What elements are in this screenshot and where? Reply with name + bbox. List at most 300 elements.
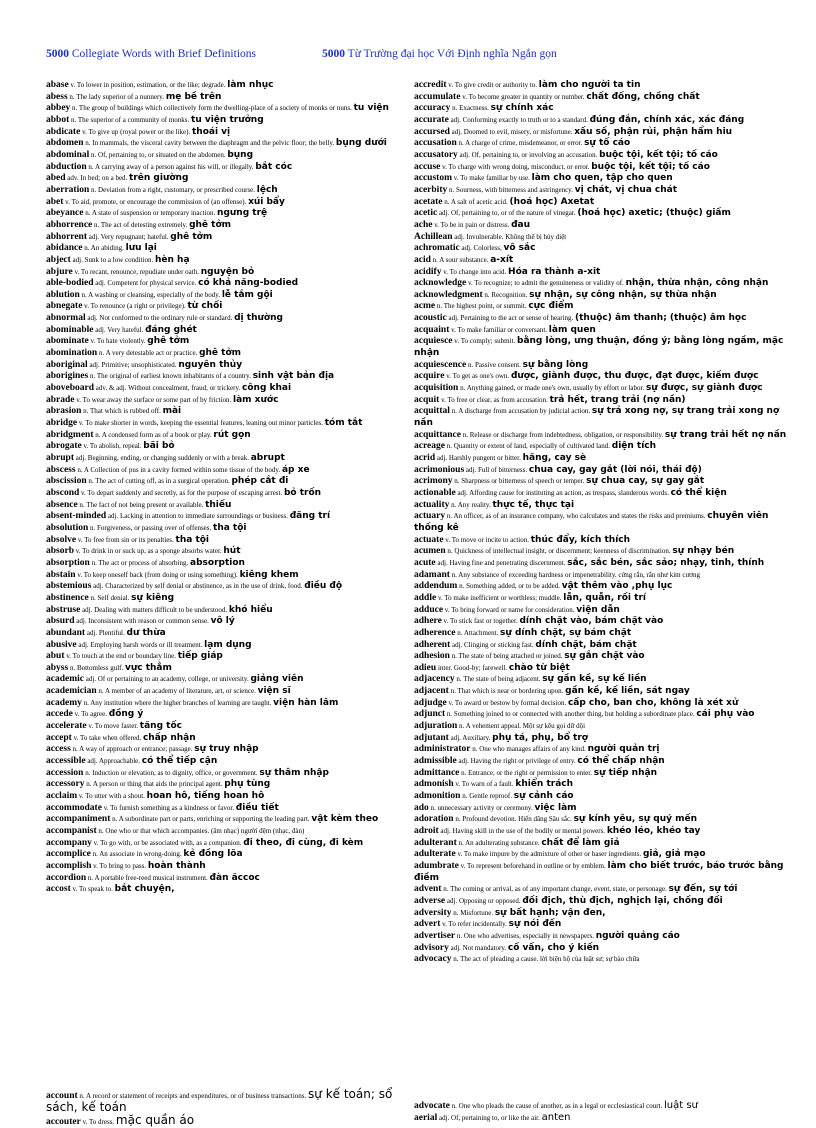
entry-translation: phép cắt đi	[231, 476, 289, 487]
dictionary-entry	[46, 383, 418, 395]
entry-headword: accuracy	[414, 103, 451, 114]
entry-headword: ablution	[46, 289, 80, 300]
entry-headword: acclaim	[46, 791, 78, 802]
entry-headword: advert	[414, 919, 441, 930]
entry-definition: n. The coming or arrival, as of any important change, event, state, or personage.	[441, 885, 669, 894]
entry-translation: viện dẫn	[576, 604, 620, 615]
entry-translation: cái phụ vào	[696, 709, 755, 720]
entry-translation: bãi bỏ	[143, 441, 175, 452]
entry-headword: advisory	[414, 942, 449, 953]
dictionary-entry	[46, 849, 418, 861]
entry-translation: làm cho người ta tin	[538, 80, 641, 90]
dictionary-entry	[46, 162, 418, 174]
entry-definition: v. To get as one's own.	[444, 372, 511, 381]
entry-headword: abrasion	[46, 406, 82, 417]
entry-translation: chất để làm giả	[541, 837, 620, 848]
entry-definition: n. Of, pertaining to, or situated on the abdomen.	[89, 150, 228, 159]
entry-translation: sự kế toán; sổ sách, kế toán	[46, 1087, 393, 1114]
entry-translation: anten	[541, 1112, 571, 1123]
entry-definition: adj. Opposing or opposed.	[445, 896, 523, 905]
entry-headword: abhorrent	[46, 231, 87, 242]
entry-translation: mặc quần áo	[115, 1113, 195, 1127]
dictionary-entry	[46, 756, 418, 768]
dictionary-entry	[46, 127, 418, 139]
entry-definition: n. A vehement appeal. Một sự kêu gọi dữ dội	[457, 722, 586, 731]
entry-headword: adversity	[414, 907, 452, 918]
entry-definition: n. A record or statement of receipts and expenditures, or of business transactions.	[77, 1092, 309, 1100]
entry-definition: adj. Affording cause for instituting an action, as trespass, slanderous words.	[455, 488, 671, 497]
dictionary-entry	[414, 814, 794, 826]
entry-headword: administrator	[414, 744, 471, 755]
entry-translation: làm xước	[233, 394, 279, 405]
entry-definition: v. To lower in position, estimation, or the like; degrade.	[68, 81, 228, 89]
entry-definition: v. To move faster.	[86, 722, 140, 731]
dictionary-entry	[414, 115, 794, 127]
entry-definition: n. The lady superior of a nunnery.	[67, 92, 166, 101]
entry-translation: abrupt	[250, 453, 285, 463]
entry-headword: accomplice	[46, 849, 91, 860]
entry-translation: vô sắc	[503, 243, 536, 254]
entry-headword: abjure	[46, 266, 73, 277]
entry-headword: abrupt	[46, 453, 74, 463]
entry-definition: v. To wear away the surface or some part of by friction.	[74, 395, 234, 404]
entry-headword: acrimony	[414, 476, 453, 487]
dictionary-entry	[414, 616, 794, 628]
entry-headword: admonish	[414, 779, 454, 790]
entry-headword: accommodate	[46, 802, 102, 813]
entry-definition: n. One who manages affairs of any kind.	[470, 745, 588, 754]
entry-definition: n. A member of an academy of literature, art, or science.	[96, 687, 258, 696]
entry-headword: abhorrence	[46, 219, 93, 230]
dictionary-entry	[46, 744, 418, 756]
entry-translation: sắc, sắc bén, sắc sảo; nhạy, tinh, thính	[567, 557, 765, 568]
entry-translation: bỏ trốn	[283, 487, 322, 498]
entry-headword: acquittal	[414, 406, 450, 417]
dictionary-entry	[46, 651, 418, 663]
entry-definition: n. Quantity or extent of land, especially of cultivated land.	[444, 442, 612, 451]
entry-definition: adj. Having the right or privilege of entry.	[456, 757, 578, 766]
dictionary-entry	[46, 406, 418, 418]
entry-definition: n. A subordinate part or parts, enriching or supporting the leading part.	[110, 815, 312, 824]
entry-headword: actionable	[414, 487, 456, 498]
entry-translation: lẫn, quẫn, rối trí	[563, 592, 646, 603]
entry-headword: abess	[46, 91, 68, 102]
entry-definition: v. To depart suddenly and secretly, as for the purpose of escaping arrest.	[79, 488, 284, 497]
entry-definition: adj. Characterized by self denial or abstinence, as in the use of drink, food.	[91, 582, 305, 591]
dictionary-entry	[414, 441, 794, 453]
dictionary-entry	[46, 721, 418, 733]
entry-translation: thực tế, thực tại	[492, 499, 575, 510]
dictionary-entry	[414, 243, 794, 255]
entry-definition: n. The act of detesting extremely.	[92, 220, 190, 229]
entry-headword: accessory	[46, 779, 85, 790]
entry-headword: abrade	[46, 394, 75, 405]
entry-translation: vô lý	[210, 616, 235, 627]
entry-headword: aboveboard	[46, 383, 95, 394]
dictionary-entry	[414, 931, 794, 943]
entry-headword: ado	[414, 802, 429, 813]
entry-translation: phụ tùng	[224, 779, 271, 790]
dictionary-entry	[414, 779, 794, 791]
dictionary-entry	[414, 453, 794, 465]
entry-definition: v. To abolish, repeal.	[81, 442, 144, 451]
dictionary-entry	[414, 535, 794, 547]
dictionary-entry	[414, 290, 794, 302]
entry-definition: n. Induction or elevation, as to dignity, office, or government.	[83, 768, 260, 777]
entry-translation: làm nhục	[227, 80, 274, 90]
dictionary-entry	[46, 267, 418, 279]
dictionary-entry	[414, 80, 794, 92]
entry-definition: v. To give credit or authority to.	[446, 81, 539, 89]
dictionary-entry	[414, 733, 794, 745]
entry-translation: giả, giả mạo	[642, 849, 706, 860]
entry-definition: v. To recognize; to admit the genuineness or validity of.	[466, 279, 626, 288]
entry-definition: v. To make impure by the admixture of other or baser ingredients.	[455, 850, 643, 859]
entry-definition: n. Any substance of exceeding hardness or impenetrability. cứng rắn, rắn như kim cương	[449, 570, 700, 579]
entry-headword: abyss	[46, 662, 69, 673]
entry-definition: v. To speak to.	[70, 885, 115, 894]
entry-translation: mẹ bề trên	[165, 91, 222, 102]
entry-headword: adjacency	[414, 674, 455, 685]
dictionary-entry	[414, 92, 794, 104]
entry-translation: đau	[511, 219, 531, 230]
dictionary-entry	[414, 313, 794, 325]
entry-translation: đối địch, thù địch, nghịch lại, chống đối	[522, 895, 723, 906]
entry-headword: abject	[46, 254, 71, 265]
entry-definition: v. To free or clear, as from accusation.	[439, 395, 550, 404]
dictionary-entry	[414, 581, 794, 593]
dictionary-entry	[46, 150, 418, 162]
dictionary-entry	[46, 698, 418, 710]
entry-definition: adj. Primitive; unsophisticated.	[87, 360, 179, 369]
entry-definition: n. A charge of crime, misdemeanor, or error.	[456, 139, 585, 148]
dictionary-entry	[414, 406, 794, 429]
entry-headword: abominate	[46, 336, 89, 347]
entry-headword: acreage	[414, 441, 445, 452]
entry-translation: công khai	[242, 383, 292, 394]
entry-translation: chất đống, chồng chất	[586, 91, 700, 102]
entry-definition: n. Attachment.	[455, 628, 501, 637]
dictionary-entry	[414, 476, 794, 488]
entry-headword: abridge	[46, 418, 78, 429]
dictionary-entry	[46, 628, 418, 640]
entry-headword: acumen	[414, 546, 446, 557]
entry-translation: sự gắn chặt vào	[564, 651, 645, 662]
entry-translation: nhận, thừa nhận, công nhận	[625, 278, 769, 289]
entry-headword: accomplish	[46, 860, 92, 871]
entry-headword: abbey	[46, 103, 71, 114]
entry-translation: sự tiếp nhận	[593, 767, 657, 778]
entry-translation: từ chối	[187, 301, 223, 312]
entry-translation: cấp cho, ban cho, không là xét xử	[567, 697, 739, 708]
dictionary-entry	[414, 651, 794, 663]
entry-definition: v. To dress.	[80, 1118, 116, 1126]
entry-translation: điều độ	[304, 581, 343, 592]
dictionary-entry	[46, 593, 418, 605]
entry-translation: (hoá học) Axetat	[509, 196, 595, 207]
entry-translation: sự tố cáo	[584, 138, 631, 149]
entry-headword: adjudge	[414, 697, 447, 708]
entry-headword: acerbity	[414, 184, 448, 195]
entry-definition: adj. Lacking in attention to immediate surroundings or business.	[106, 512, 290, 521]
dictionary-entry	[414, 838, 794, 850]
entry-headword: abstruse	[46, 604, 81, 615]
dictionary-entry	[46, 185, 418, 197]
entry-translation: sự trả xong nợ, sự trang trải xong nợ nần	[414, 406, 780, 429]
entry-translation: phụ tá, phụ, bổ trợ	[492, 732, 588, 743]
entry-headword: abase	[46, 80, 69, 90]
dictionary-entry	[414, 162, 794, 174]
dictionary-entry	[46, 1089, 418, 1115]
entry-headword: acquaint	[414, 324, 450, 335]
entry-headword: adulterant	[414, 837, 457, 848]
entry-translation: sự truy nhập	[194, 744, 259, 755]
dictionary-entry	[414, 232, 794, 244]
entry-headword: absolution	[46, 522, 89, 533]
dictionary-entry	[414, 593, 794, 605]
entry-headword: acidify	[414, 266, 442, 277]
entry-translation: tăng tốc	[139, 721, 182, 732]
dictionary-entry	[46, 1115, 418, 1128]
entry-definition: n. A condensed form as of a book or play.	[93, 430, 214, 439]
entry-translation: lạm dụng	[204, 639, 252, 650]
entry-definition: v. To agree.	[72, 710, 109, 719]
entry-definition: n. The fact of not being present or available.	[77, 500, 206, 509]
dictionary-entry	[46, 814, 418, 826]
dictionary-entry	[414, 371, 794, 383]
entry-headword: aboriginal	[46, 359, 88, 370]
entry-definition: adj. Conforming exactly to truth or to a standard.	[448, 115, 590, 124]
dictionary-entry	[46, 243, 418, 255]
entry-headword: acrid	[414, 453, 436, 463]
entry-definition: adj. Of, pertaining to, or involving an accusation.	[457, 150, 600, 159]
entry-headword: acquisition	[414, 383, 459, 394]
entry-translation: dư thừa	[126, 627, 166, 638]
entry-translation: chào từ biệt	[508, 662, 570, 673]
dictionary-entry	[46, 80, 418, 92]
entry-translation: vật kèm theo	[311, 814, 379, 825]
dictionary-entry	[414, 255, 794, 267]
dictionary-entry	[46, 803, 418, 815]
entry-headword: ache	[414, 219, 433, 230]
entry-translation: đúng đắn, chính xác, xác đáng	[589, 114, 745, 125]
dictionary-entry	[414, 698, 794, 710]
dictionary-entry	[414, 278, 794, 290]
entry-headword: addendum	[414, 581, 458, 592]
entry-definition: adj. Dealing with matters difficult to be understood.	[80, 605, 229, 614]
entry-translation: áp xe	[281, 464, 310, 475]
entry-definition: n. Gentle reproof.	[460, 792, 514, 801]
dictionary-entry	[414, 663, 794, 675]
header-english	[46, 48, 256, 60]
entry-definition: n. Any reality.	[449, 500, 493, 509]
entry-translation: kiêng khem	[239, 569, 299, 580]
dictionary-entry	[46, 733, 418, 745]
entry-definition: v. To renounce (a right or privilege).	[82, 302, 188, 311]
entry-headword: addle	[414, 592, 437, 603]
entry-headword: abusive	[46, 639, 77, 650]
entry-definition: n. The act of cutting off, as in a surgical operation.	[86, 477, 232, 486]
entry-definition: n. The highest point, or summit.	[435, 302, 529, 311]
entry-definition: v. To make inefficient or worthless; muddle.	[436, 593, 564, 602]
dictionary-entry	[414, 325, 794, 337]
entry-translation: hoan hô, tiếng hoan hô	[146, 791, 265, 802]
entry-definition: adj. Having fine and penetrating discernment.	[435, 558, 568, 567]
entry-headword: acquiescence	[414, 359, 467, 370]
entry-definition: n. A very detestable act or practice.	[97, 349, 200, 358]
entry-translation: sự đến, sự tới	[668, 884, 738, 895]
entry-definition: n. Self denial.	[88, 593, 132, 602]
entry-translation: bụng dưới	[335, 138, 387, 149]
dictionary-entry	[46, 768, 418, 780]
entry-headword: accursed	[414, 126, 450, 137]
dictionary-entry	[414, 220, 794, 232]
entry-translation: sự nhạy bén	[672, 546, 735, 557]
entry-definition: v. To change into acid.	[441, 267, 509, 276]
entry-translation: dính chặt vào, bám chặt vào	[519, 616, 664, 627]
dictionary-entry	[414, 430, 794, 442]
entry-headword: adverse	[414, 895, 446, 906]
entry-translation: lưu lại	[125, 243, 157, 254]
entry-definition: adj. Very hateful.	[93, 325, 146, 334]
dictionary-entry	[46, 278, 418, 290]
dictionary-entry	[414, 570, 794, 582]
entry-headword: abut	[46, 651, 65, 662]
dictionary-entry	[414, 768, 794, 780]
entry-definition: n. Recognition.	[482, 290, 530, 299]
entry-translation: làm quen	[548, 324, 596, 335]
entry-headword: accurate	[414, 114, 449, 125]
entry-translation: a-xít	[490, 254, 514, 265]
entry-headword: adjuration	[414, 721, 458, 732]
entry-headword: abscond	[46, 487, 80, 498]
dictionary-entry	[414, 360, 794, 372]
entry-headword: abdomen	[46, 138, 84, 149]
entry-headword: adjacent	[414, 686, 449, 697]
entry-headword: aborigines	[46, 371, 89, 382]
entry-headword: acquire	[414, 371, 445, 382]
entry-definition: n. A Collection of pus in a cavity formed within some tissue of the body.	[75, 465, 282, 474]
entry-headword: acknowledgment	[414, 289, 483, 300]
entry-translation: lệch	[256, 184, 278, 195]
dictionary-entry	[46, 535, 418, 547]
entry-definition: n. That which is near or bordering upon.	[448, 687, 566, 696]
dictionary-entry	[46, 488, 418, 500]
entry-translation: gần kề, kế liền, sát ngay	[565, 686, 690, 697]
entry-translation: sự kính yêu, sự quý mến	[573, 814, 698, 825]
entry-headword: abnegate	[46, 301, 83, 312]
entry-headword: abeyance	[46, 208, 84, 219]
entry-translation: viện sĩ	[257, 686, 291, 697]
entry-translation: đồng ý	[108, 709, 144, 720]
entry-definition: n. A portable free-reed musical instrument.	[86, 873, 210, 882]
entry-headword: acquiesce	[414, 336, 453, 347]
entry-translation: đáng ghét	[145, 324, 197, 335]
entry-headword: accusation	[414, 138, 457, 149]
entry-definition: n. The superior of a community of monks.	[69, 115, 192, 124]
entry-translation: viện hàn lâm	[273, 697, 339, 708]
entry-translation: kẻ đồng lõa	[183, 849, 243, 860]
entry-definition: adv. In bed; on a bed.	[65, 174, 130, 183]
entry-definition: inter. Good-by; farewell.	[436, 663, 509, 672]
entry-headword: access	[46, 744, 71, 755]
dictionary-entry	[46, 779, 418, 791]
entry-definition: n. Something joined to or connected with another thing, but holding a subordinate place.	[445, 710, 697, 719]
dictionary-entry	[414, 686, 794, 698]
dictionary-entry	[46, 371, 418, 383]
entry-translation: sự dính chặt, sự bám chặt	[500, 627, 632, 638]
dictionary-entry	[46, 395, 418, 407]
dictionary-entry	[414, 558, 794, 570]
entry-definition: n. Profound devotion. Hiến dâng Sâu sắc.	[453, 815, 574, 824]
entry-translation: sự nói đến	[508, 919, 562, 930]
entry-headword: advocacy	[414, 954, 452, 965]
dictionary-entry	[414, 208, 794, 220]
entry-headword: abbot	[46, 114, 70, 125]
entry-translation: tu viện trưởng	[191, 114, 264, 125]
dictionary-entry	[46, 558, 418, 570]
entry-translation: có thể tiếp cận	[141, 756, 218, 767]
entry-translation: việc làm	[534, 802, 577, 813]
right-column-tail	[414, 1100, 794, 1124]
entry-translation: có thể kiện	[670, 487, 727, 498]
entry-translation: sự gần kề, sự kế liền	[542, 674, 647, 685]
dictionary-entry	[46, 873, 418, 885]
entry-translation: rút gọn	[213, 429, 251, 440]
entry-translation: chuyên viên thống kê	[414, 511, 769, 533]
entry-definition: n. unnecessary activity or ceremony.	[428, 803, 535, 812]
entry-definition: n. Sharpness or bitterness of speech or temper.	[452, 477, 587, 486]
entry-translation: ghê tởm	[199, 348, 242, 359]
entry-definition: v. To recant, renounce, repudiate under oath.	[72, 267, 201, 276]
entry-headword: abdominal	[46, 149, 90, 160]
entry-headword: accessible	[46, 756, 86, 767]
entry-definition: v. To make shorter in words, keeping the essential features, leaning out minor particles.	[77, 419, 325, 428]
entry-definition: n. Bottomless gulf.	[68, 663, 125, 672]
entry-headword: admonition	[414, 791, 461, 802]
entry-translation: khó hiểu	[228, 604, 273, 615]
entry-translation: tha tội	[213, 522, 247, 533]
entry-translation: vật thêm vào ,phụ lục	[561, 581, 673, 592]
entry-translation: điều tiết	[235, 802, 279, 813]
entry-translation: chua cay, gay gắt (lời nói, thái độ)	[528, 464, 702, 475]
dictionary-entry	[414, 383, 794, 395]
dictionary-entry	[46, 465, 418, 477]
entry-definition: n. Any institution where the higher branches of learning are taught.	[81, 698, 274, 707]
dictionary-entry	[46, 115, 418, 127]
entry-headword: abrogate	[46, 441, 82, 452]
entry-headword: acrimonious	[414, 464, 465, 475]
dictionary-entry	[414, 919, 794, 931]
entry-translation: được, giành được, thu được, đạt được, kiếm được	[510, 371, 759, 382]
entry-definition: n. One who pleads the cause of another, as in a legal or ecclesiastical court.	[449, 1102, 664, 1110]
entry-translation: đi theo, đi cùng, đi kèm	[243, 837, 364, 848]
entry-headword: accompany	[46, 837, 92, 848]
entry-definition: v. To charge with wrong doing, misconduct, or error.	[440, 162, 592, 171]
entry-headword: adhere	[414, 616, 442, 627]
entry-definition: adj. Harshly pungent or bitter.	[435, 454, 523, 462]
entry-headword: advent	[414, 884, 442, 895]
entry-definition: v. To touch at the end or boundary line.	[64, 652, 178, 661]
dictionary-entry	[414, 395, 794, 407]
dictionary-entry	[46, 301, 418, 313]
entry-headword: accession	[46, 767, 84, 778]
entry-headword: accouter	[46, 1117, 81, 1127]
entry-definition: n. The state of being attached or joined.	[449, 652, 565, 661]
entry-definition: v. To become greater in quantity or number.	[460, 92, 587, 101]
dictionary-entry	[414, 127, 794, 139]
dictionary-entry	[414, 756, 794, 768]
